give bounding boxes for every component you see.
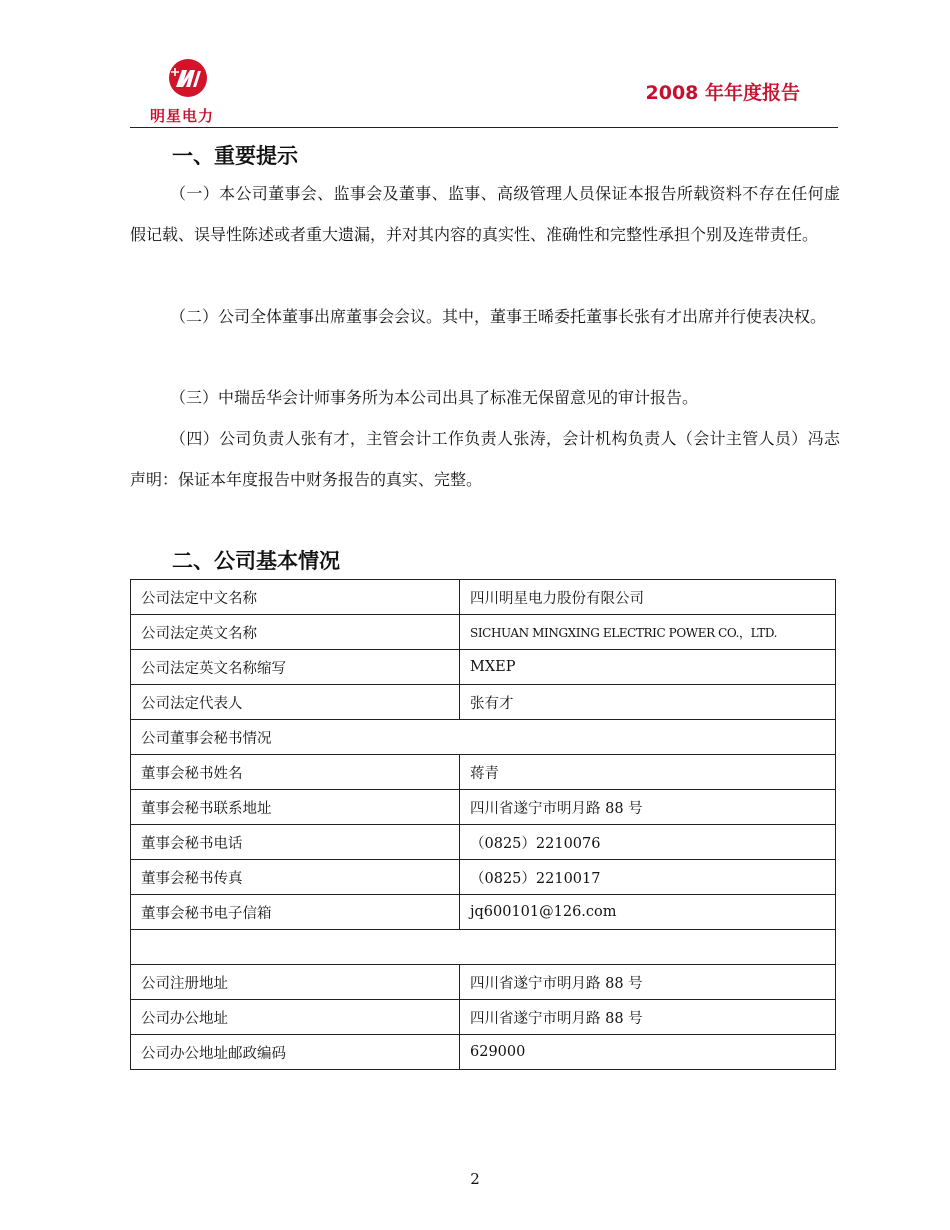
notice-paragraph: （四）公司负责人张有才，主管会计工作负责人张涛，会计机构负责人（会计主管人员）冯志声明：保证本年度报告中财务报告的真实、完整。 <box>130 429 840 489</box>
field-label: 公司法定中文名称 <box>131 580 460 615</box>
mxep-logo-icon <box>166 58 210 98</box>
notice-paragraph: （一）本公司董事会、监事会及董事、监事、高级管理人员保证本报告所载资料不存在任何虚假记载、误导性陈述或者重大遗漏，并对其内容的真实性、准确性和完整性承担个别及连带责任。 <box>130 184 840 244</box>
field-value: （0825）2210017 <box>460 860 836 895</box>
field-label: 董事会秘书姓名 <box>131 755 460 790</box>
company-info-table <box>130 579 836 1070</box>
field-label: 公司法定代表人 <box>131 685 460 720</box>
table-row <box>131 580 836 615</box>
group-heading-secretary: 公司董事会秘书情况 <box>131 720 836 755</box>
section-heading-company-info: 二、公司基本情况 <box>172 549 340 573</box>
page-header <box>130 50 838 130</box>
table-row <box>131 755 836 790</box>
header-divider <box>130 127 838 128</box>
field-value: （0825）2210076 <box>460 825 836 860</box>
field-label: 公司注册地址 <box>131 965 460 1000</box>
field-value: jq600101@126.com <box>460 895 836 930</box>
field-value: 张有才 <box>460 685 836 720</box>
field-value: 四川明星电力股份有限公司 <box>460 580 836 615</box>
table-row <box>131 895 836 930</box>
field-value: 蒋青 <box>460 755 836 790</box>
table-row <box>131 965 836 1000</box>
field-label: 董事会秘书传真 <box>131 860 460 895</box>
field-label: 公司法定英文名称缩写 <box>131 650 460 685</box>
notice-paragraph: （三）中瑞岳华会计师事务所为本公司出具了标准无保留意见的审计报告。 <box>170 388 699 407</box>
field-label: 公司办公地址邮政编码 <box>131 1035 460 1070</box>
page-number: 2 <box>470 1170 480 1188</box>
brand-name: 明星电力 <box>150 107 215 125</box>
field-value: 四川省遂宁市明月路 88 号 <box>460 1000 836 1035</box>
field-label: 公司办公地址 <box>131 1000 460 1035</box>
field-label: 董事会秘书电话 <box>131 825 460 860</box>
field-value: 四川省遂宁市明月路 88 号 <box>460 790 836 825</box>
table-row <box>131 1000 836 1035</box>
table-row <box>131 720 836 755</box>
field-value: 四川省遂宁市明月路 88 号 <box>460 965 836 1000</box>
field-label: 董事会秘书电子信箱 <box>131 895 460 930</box>
section-heading-important-notes: 一、重要提示 <box>172 144 298 168</box>
table-row <box>131 825 836 860</box>
field-value: MXEP <box>460 650 836 685</box>
table-row <box>131 1035 836 1070</box>
table-row <box>131 790 836 825</box>
field-label: 公司法定英文名称 <box>131 615 460 650</box>
field-value: 629000 <box>460 1035 836 1070</box>
table-row <box>131 650 836 685</box>
table-row <box>131 860 836 895</box>
report-title: 2008 年年度报告 <box>645 82 800 104</box>
field-value: SICHUAN MINGXING ELECTRIC POWER CO.，LTD. <box>460 615 836 650</box>
notice-paragraph: （二）公司全体董事出席董事会会议。其中，董事王晞委托董事长张有才出席并行使表决权。 <box>170 307 827 326</box>
table-row <box>131 930 836 965</box>
table-row <box>131 685 836 720</box>
table-row <box>131 615 836 650</box>
field-label: 董事会秘书联系地址 <box>131 790 460 825</box>
empty-row <box>131 930 836 965</box>
